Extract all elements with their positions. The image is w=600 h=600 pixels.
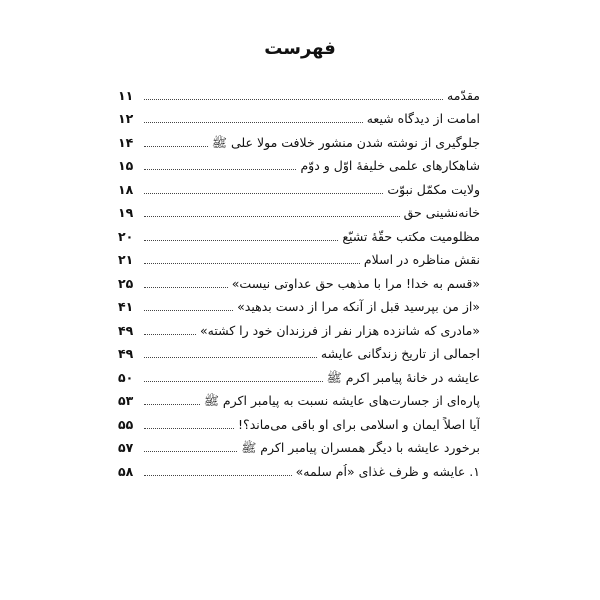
toc-entry-page: ۵۳ — [118, 393, 134, 408]
toc-entry — [118, 386, 480, 410]
toc-leader-dots — [144, 334, 196, 335]
toc-entry-title: امامت از دیدگاه شیعه — [366, 111, 480, 126]
toc-entry-title: شاهکارهای علمی خلیفهٔ اوّل و دوّم — [300, 158, 480, 173]
toc-entry-page: ۱۴ — [118, 134, 134, 150]
toc-leader-dots — [144, 216, 400, 217]
toc-leader-dots — [144, 263, 360, 264]
toc-entry-page: ۲۰ — [118, 228, 134, 244]
toc-entry-page: ۱۲ — [118, 111, 134, 126]
toc-entry — [118, 292, 480, 316]
toc-leader-dots — [144, 122, 363, 123]
toc-entry — [118, 362, 480, 386]
toc-leader-dots — [144, 287, 228, 288]
toc-entry — [118, 174, 480, 198]
toc-entry-title: «مادری که شانزده هزار نفر از فرزندان خود را کشته» — [199, 322, 480, 338]
toc-entry-page: ۵۸ — [118, 463, 134, 479]
toc-entry — [118, 104, 480, 128]
toc-leader-dots — [144, 193, 383, 194]
toc-entry-page: ۲۵ — [118, 275, 134, 291]
toc-entry — [118, 151, 480, 175]
toc-entry-title: مقدّمه — [447, 87, 480, 103]
toc-leader-dots — [144, 381, 323, 382]
toc-leader-dots — [144, 428, 234, 429]
toc-entry-page: ۲۱ — [118, 252, 134, 267]
toc-entry — [118, 221, 480, 245]
toc-entry — [118, 315, 480, 339]
toc-entry-page: ۴۹ — [118, 322, 134, 338]
toc-leader-dots — [144, 475, 292, 476]
toc-entry-page: ۵۷ — [118, 440, 134, 455]
toc-leader-dots — [144, 240, 338, 241]
toc-entry — [118, 127, 480, 151]
toc-entry-title: جلوگیری از نوشته شدن منشور خلافت مولا علی ﷺ — [211, 134, 480, 150]
toc-leader-dots — [144, 146, 208, 147]
toc-entry — [118, 433, 480, 457]
toc-leader-dots — [144, 357, 317, 358]
toc-entry-page: ۴۹ — [118, 346, 134, 361]
toc-leader-dots — [144, 99, 443, 100]
toc-entry — [118, 409, 480, 433]
toc-entry — [118, 268, 480, 292]
toc-entry-title: اجمالی از تاریخ زندگانی عایشه — [320, 346, 480, 361]
toc-entry — [118, 245, 480, 269]
toc-leader-dots — [144, 169, 296, 170]
toc-entry-page: ۴۱ — [118, 299, 134, 314]
toc-entry-title: پاره‌ای از جسارت‌های عایشه نسبت به پیامبر اکرم ﷺ — [203, 393, 480, 408]
toc-entry-title: «از من بپرسید قبل از آنکه مرا از دست بدهید» — [237, 299, 480, 314]
toc-entry-title: ۱. عایشه و ظرف غذای «اُم سلمه» — [295, 463, 480, 479]
page-title: فهرست — [264, 38, 336, 59]
toc-entry-title: مظلومیت مکتب حقّهٔ تشیّع — [342, 228, 480, 244]
toc-entry — [118, 198, 480, 222]
toc-entry-title: نقش مناظره در اسلام — [363, 252, 480, 267]
toc-entry-page: ۱۱ — [118, 87, 134, 103]
toc-entry-page: ۱۸ — [118, 181, 134, 197]
toc-entry-page: ۱۹ — [118, 205, 134, 220]
toc-entry-title: ولایت مکمّل نبوّت — [387, 181, 480, 197]
toc-entry — [118, 80, 480, 104]
toc-entry-title: خانه‌نشینی حق — [403, 205, 480, 220]
toc-entry-page: ۱۵ — [118, 158, 134, 173]
toc-entry-title: «قسم به خدا! مرا با مذهب حق عداوتی نیست» — [231, 275, 480, 291]
toc-entry-title: عایشه در خانهٔ پیامبر اکرم ﷺ — [326, 369, 480, 385]
toc-leader-dots — [144, 451, 237, 452]
toc-entry — [118, 456, 480, 480]
toc-leader-dots — [144, 404, 200, 405]
table-of-contents — [118, 80, 480, 480]
toc-entry-page: ۵۵ — [118, 416, 134, 432]
toc-entry-page: ۵۰ — [118, 369, 134, 385]
toc-entry-title: آیا اصلاً ایمان و اسلامی برای او باقی می‌ماند؟! — [238, 416, 480, 432]
toc-entry — [118, 339, 480, 363]
toc-entry-title: برخورد عایشه با دیگر همسران پیامبر اکرم ﷺ — [241, 440, 480, 455]
toc-leader-dots — [144, 310, 233, 311]
